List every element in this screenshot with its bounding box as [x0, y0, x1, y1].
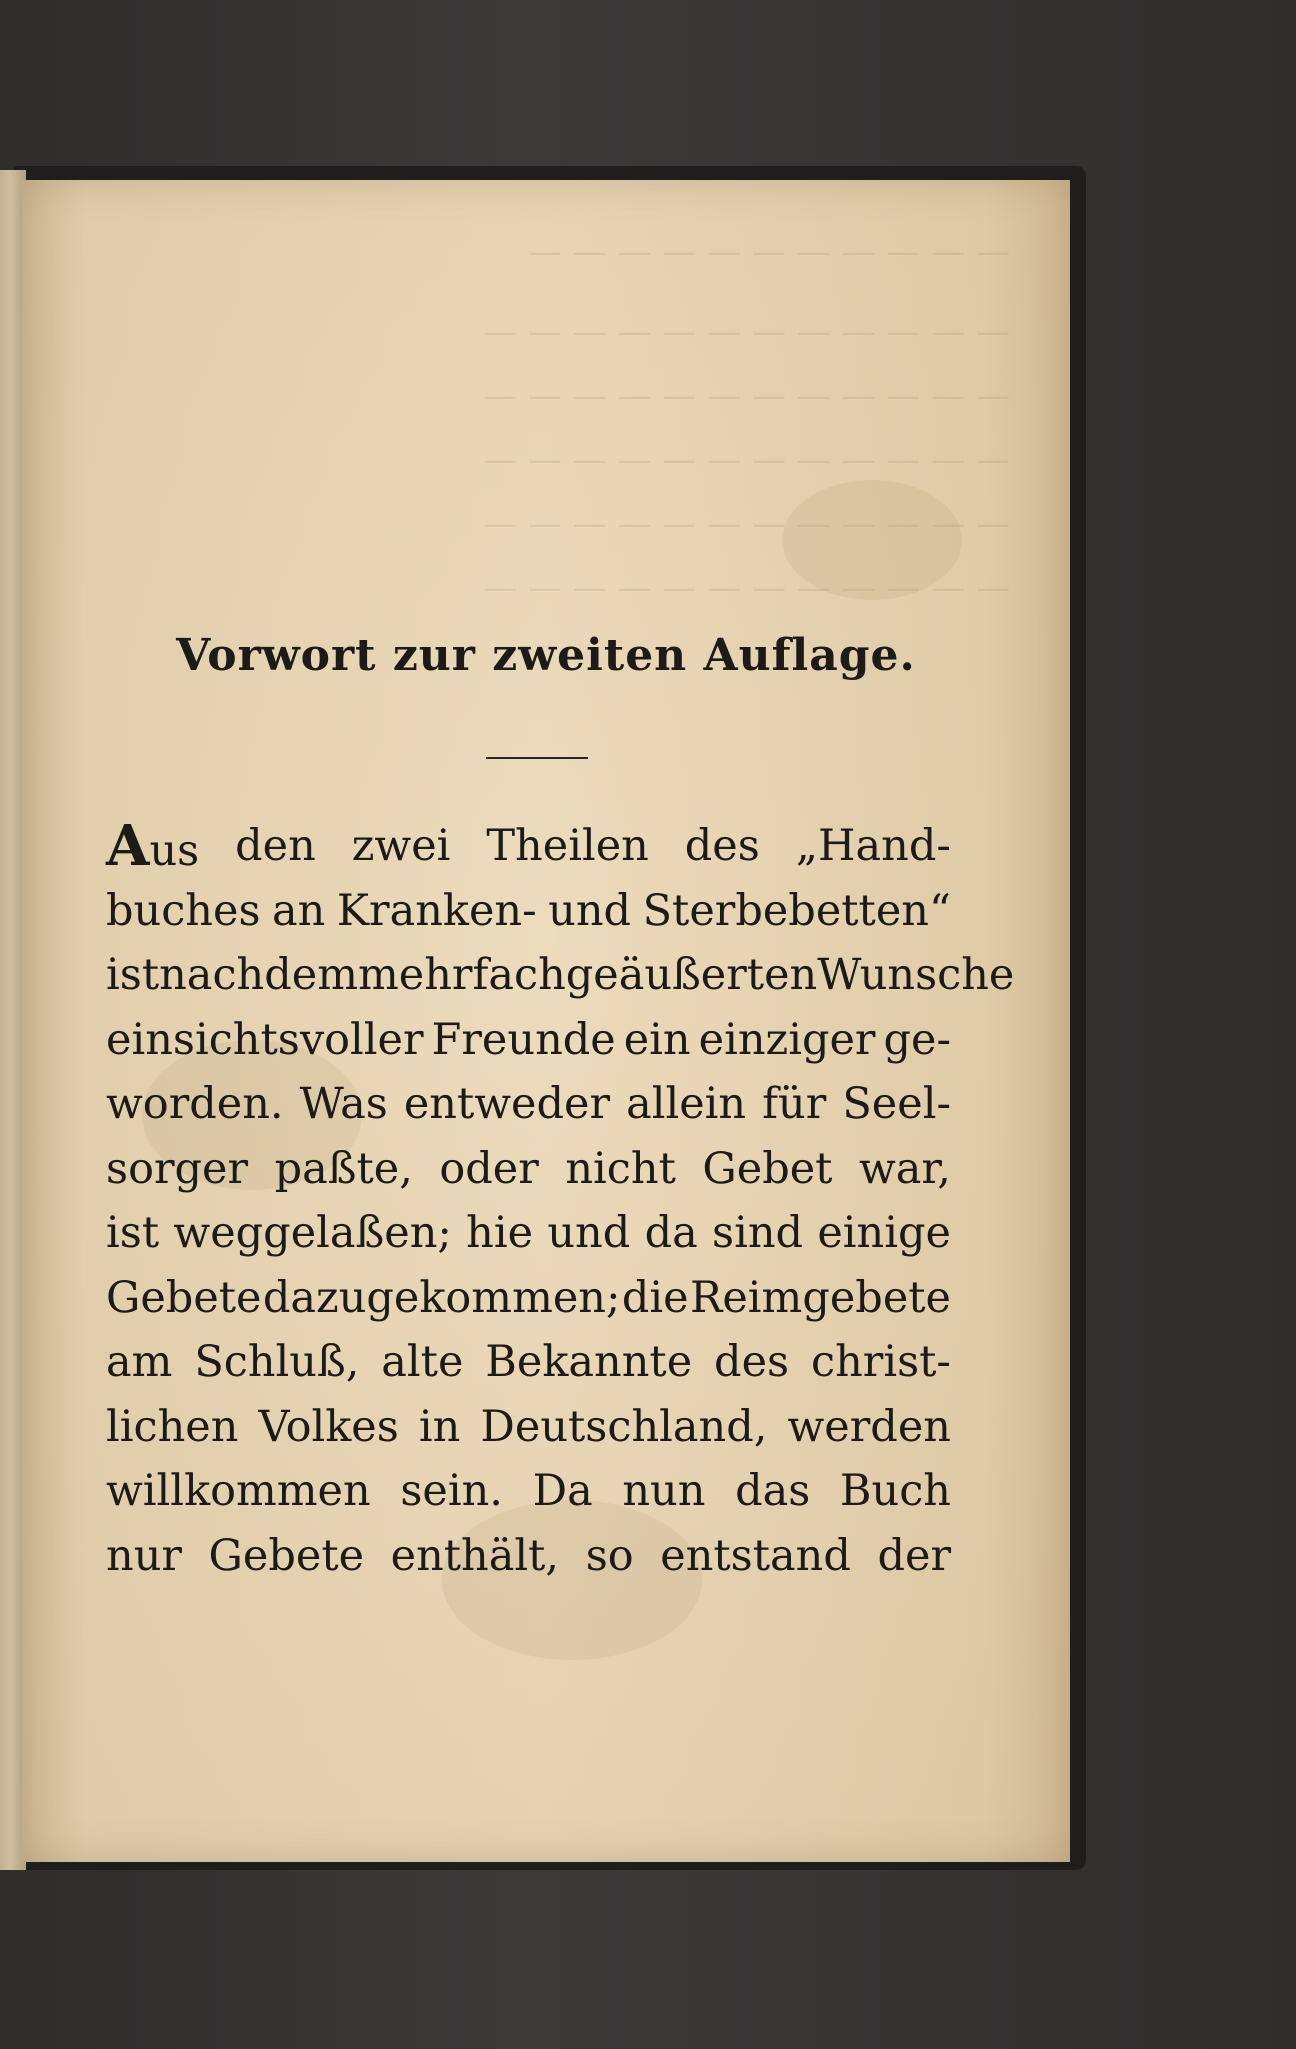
text-line [106, 943, 1015, 1008]
word: und [548, 885, 632, 936]
word: den [235, 821, 316, 871]
word: nun [622, 1466, 706, 1516]
word: nur [106, 1530, 182, 1581]
bleed-through-text: — — — — — — — — — — — — [483, 504, 1010, 544]
word: die [621, 1272, 689, 1323]
word: hie [466, 1208, 534, 1258]
text-line [106, 1137, 951, 1202]
word: lichen [106, 1401, 239, 1452]
bleed-through-text: — — — — — — — — — — — — [483, 376, 1010, 416]
text-line [106, 1459, 951, 1524]
word: willkommen [106, 1466, 371, 1516]
word: war, [858, 1143, 951, 1194]
word: entweder [403, 1079, 611, 1129]
word: Deutschland, [480, 1401, 768, 1452]
text-line [106, 879, 951, 944]
word: Bekannte [485, 1337, 693, 1387]
word: der [877, 1530, 951, 1581]
word: Gebete [208, 1530, 365, 1581]
text-line [106, 1524, 951, 1589]
word: „Hand- [795, 821, 951, 871]
word: einsichtsvoller [106, 1014, 424, 1065]
bleed-through-text: — — — — — — — — — — — — [483, 568, 1010, 608]
word: so [585, 1530, 634, 1581]
bleed-through-text: — — — — — — — — — — — [527, 232, 1010, 272]
text-line [106, 814, 951, 879]
word: Reimgebete [689, 1272, 951, 1323]
word: sind [712, 1208, 804, 1258]
bleed-through-text: — — — — — — — — — — — — [483, 312, 1010, 352]
initial-word-rest: us [149, 826, 200, 876]
word: ein [623, 1014, 691, 1065]
page-paper [22, 180, 1070, 1862]
word: Kranken- [336, 885, 537, 936]
word: zwei [351, 821, 451, 871]
word: oder [439, 1143, 539, 1194]
word: entstand [660, 1530, 851, 1581]
word: des [714, 1337, 790, 1387]
word: und [547, 1208, 631, 1258]
word: enthält, [390, 1530, 560, 1581]
word: nach [159, 950, 265, 1000]
word: sein. [400, 1466, 503, 1516]
word: Da [532, 1466, 593, 1516]
word: mehrfach [357, 950, 566, 1000]
page-title: Vorwort zur zweiten Auflage. [176, 630, 916, 681]
word: für [762, 1079, 827, 1129]
word: Schluß, [194, 1337, 360, 1387]
word: dem [264, 950, 358, 1000]
text-line [106, 1201, 951, 1266]
word: ge- [883, 1014, 951, 1065]
word: Buch [839, 1466, 951, 1516]
word: Seel- [842, 1079, 951, 1129]
word: am [106, 1337, 173, 1387]
word: dazugekommen; [262, 1272, 621, 1323]
word: Wunsche [817, 950, 1015, 1000]
word: christ- [810, 1337, 951, 1387]
word: weggelaßen; [173, 1208, 452, 1258]
word: Theilen [486, 821, 649, 871]
word: ist [106, 1208, 160, 1258]
text-line [106, 1330, 951, 1395]
paper-stain [782, 480, 962, 600]
word: einige [817, 1208, 951, 1258]
word: da [644, 1208, 698, 1258]
word: in [418, 1401, 461, 1452]
initial-letter: A [106, 813, 150, 879]
word: sorger [106, 1143, 249, 1194]
word: geäußerten [565, 950, 818, 1000]
word: alte [381, 1337, 464, 1387]
word: des [684, 821, 760, 871]
word: Volkes [258, 1401, 399, 1452]
body-paragraph [106, 813, 1015, 1588]
text-line [106, 1266, 951, 1331]
word [106, 814, 199, 884]
word: nicht [565, 1143, 676, 1194]
word: Gebete [106, 1272, 262, 1323]
word: Was [299, 1079, 388, 1129]
word: paßte, [274, 1143, 413, 1194]
word: allein [626, 1079, 747, 1129]
word: an [272, 885, 326, 936]
word: einziger [698, 1014, 876, 1065]
word: werden [787, 1401, 951, 1452]
text-line [106, 1395, 951, 1460]
word: buches [106, 885, 261, 936]
text-line [106, 1072, 951, 1137]
word: Sterbebetten“ [642, 885, 951, 936]
word: worden. [106, 1079, 284, 1129]
word: das [735, 1466, 811, 1516]
bleed-through-text: — — — — — — — — — — — — [483, 440, 1010, 480]
word: Freunde [431, 1014, 616, 1065]
word: ist [106, 950, 160, 1000]
title-divider [486, 757, 588, 759]
text-line [106, 1008, 951, 1073]
word: Gebet [702, 1143, 833, 1194]
